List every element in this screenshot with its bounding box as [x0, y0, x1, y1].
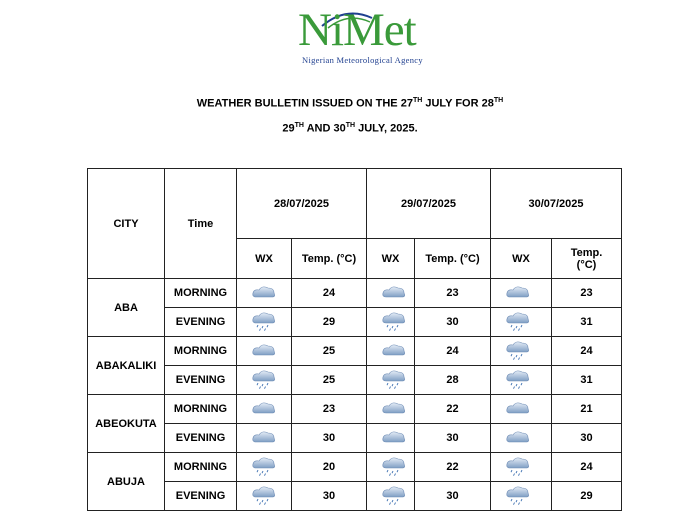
temperature-value: 30	[292, 482, 367, 511]
wx-cell	[367, 279, 415, 308]
wx-cell	[491, 366, 552, 395]
wx-cell	[237, 482, 292, 511]
city-name: ABEOKUTA	[88, 395, 165, 453]
rain-cloud-icon	[251, 457, 277, 477]
temperature-value: 28	[415, 366, 491, 395]
temperature-value: 20	[292, 453, 367, 482]
wx-cell	[367, 453, 415, 482]
wx-cell	[491, 279, 552, 308]
temperature-value: 30	[292, 424, 367, 453]
temperature-value: 24	[292, 279, 367, 308]
temperature-value: 22	[415, 395, 491, 424]
temperature-value: 30	[415, 424, 491, 453]
table-row	[88, 453, 622, 482]
temperature-value: 30	[415, 482, 491, 511]
table-row	[88, 366, 622, 395]
cloudy-icon	[251, 341, 277, 361]
date-header: 28/07/2025	[237, 169, 367, 239]
wx-cell	[367, 366, 415, 395]
logo-wordmark: NiMet	[298, 4, 416, 56]
wx-cell	[237, 337, 292, 366]
cloudy-icon	[251, 428, 277, 448]
temperature-value: 24	[552, 453, 622, 482]
city-header: CITY	[88, 169, 165, 279]
wx-cell	[237, 308, 292, 337]
wx-header: WX	[367, 239, 415, 279]
cloudy-icon	[251, 283, 277, 303]
rain-cloud-icon	[251, 370, 277, 390]
time-of-day: EVENING	[165, 424, 237, 453]
wx-cell	[367, 395, 415, 424]
table-row	[88, 308, 622, 337]
rain-cloud-icon	[505, 486, 531, 506]
temperature-value: 25	[292, 337, 367, 366]
wx-cell	[237, 366, 292, 395]
temperature-value: 23	[415, 279, 491, 308]
wx-cell	[367, 424, 415, 453]
rain-cloud-icon	[505, 370, 531, 390]
wx-cell	[491, 308, 552, 337]
temperature-value: 21	[552, 395, 622, 424]
time-of-day: MORNING	[165, 337, 237, 366]
temperature-value: 24	[552, 337, 622, 366]
temperature-value: 30	[552, 424, 622, 453]
time-of-day: MORNING	[165, 279, 237, 308]
weather-bulletin-table	[87, 168, 622, 511]
time-of-day: EVENING	[165, 366, 237, 395]
city-name: ABA	[88, 279, 165, 337]
cloudy-icon	[251, 399, 277, 419]
rain-cloud-icon	[381, 370, 407, 390]
date-header: 30/07/2025	[491, 169, 622, 239]
cloudy-icon	[505, 428, 531, 448]
rain-cloud-icon	[251, 312, 277, 332]
temperature-value: 22	[415, 453, 491, 482]
wx-cell	[491, 482, 552, 511]
city-name: ABAKALIKI	[88, 337, 165, 395]
wx-header: WX	[491, 239, 552, 279]
wx-cell	[491, 337, 552, 366]
time-of-day: EVENING	[165, 308, 237, 337]
cloudy-icon	[381, 341, 407, 361]
rain-cloud-icon	[381, 457, 407, 477]
rain-cloud-icon	[505, 312, 531, 332]
table-row	[88, 337, 622, 366]
time-of-day: MORNING	[165, 395, 237, 424]
time-of-day: EVENING	[165, 482, 237, 511]
temperature-value: 23	[552, 279, 622, 308]
cloudy-icon	[381, 428, 407, 448]
table-row	[88, 395, 622, 424]
temperature-value: 23	[292, 395, 367, 424]
wx-cell	[367, 482, 415, 511]
table-row	[88, 482, 622, 511]
wx-cell	[491, 424, 552, 453]
city-name: ABUJA	[88, 453, 165, 511]
cloudy-icon	[381, 283, 407, 303]
rain-cloud-icon	[381, 312, 407, 332]
wx-header: WX	[237, 239, 292, 279]
wx-cell	[367, 308, 415, 337]
rain-cloud-icon	[505, 341, 531, 361]
temperature-value: 29	[292, 308, 367, 337]
cloudy-icon	[505, 283, 531, 303]
wx-cell	[237, 453, 292, 482]
cloudy-icon	[381, 399, 407, 419]
rain-cloud-icon	[381, 486, 407, 506]
temperature-value: 25	[292, 366, 367, 395]
temperature-value: 31	[552, 308, 622, 337]
temp-header: Temp. (°C)	[292, 239, 367, 279]
nimet-logo	[298, 4, 448, 65]
temperature-value: 31	[552, 366, 622, 395]
agency-name: Nigerian Meteorological Agency	[302, 55, 423, 65]
cloudy-icon	[505, 399, 531, 419]
bulletin-title-line2: 29TH AND 30TH JULY, 2025.	[282, 122, 418, 135]
temp-header: Temp. (°C)	[415, 239, 491, 279]
date-header: 29/07/2025	[367, 169, 491, 239]
wx-cell	[491, 395, 552, 424]
wx-cell	[237, 279, 292, 308]
bulletin-title-line1: WEATHER BULLETIN ISSUED ON THE 27TH JULY FOR 28TH	[196, 97, 504, 110]
temperature-value: 29	[552, 482, 622, 511]
wx-cell	[367, 337, 415, 366]
table-row	[88, 279, 622, 308]
rain-cloud-icon	[251, 486, 277, 506]
wx-cell	[237, 395, 292, 424]
temperature-value: 30	[415, 308, 491, 337]
table-row	[88, 424, 622, 453]
wx-cell	[237, 424, 292, 453]
time-of-day: MORNING	[165, 453, 237, 482]
rain-cloud-icon	[505, 457, 531, 477]
time-header: Time	[165, 169, 237, 279]
wx-cell	[491, 453, 552, 482]
temp-header: Temp. (°C)	[552, 239, 622, 279]
temperature-value: 24	[415, 337, 491, 366]
